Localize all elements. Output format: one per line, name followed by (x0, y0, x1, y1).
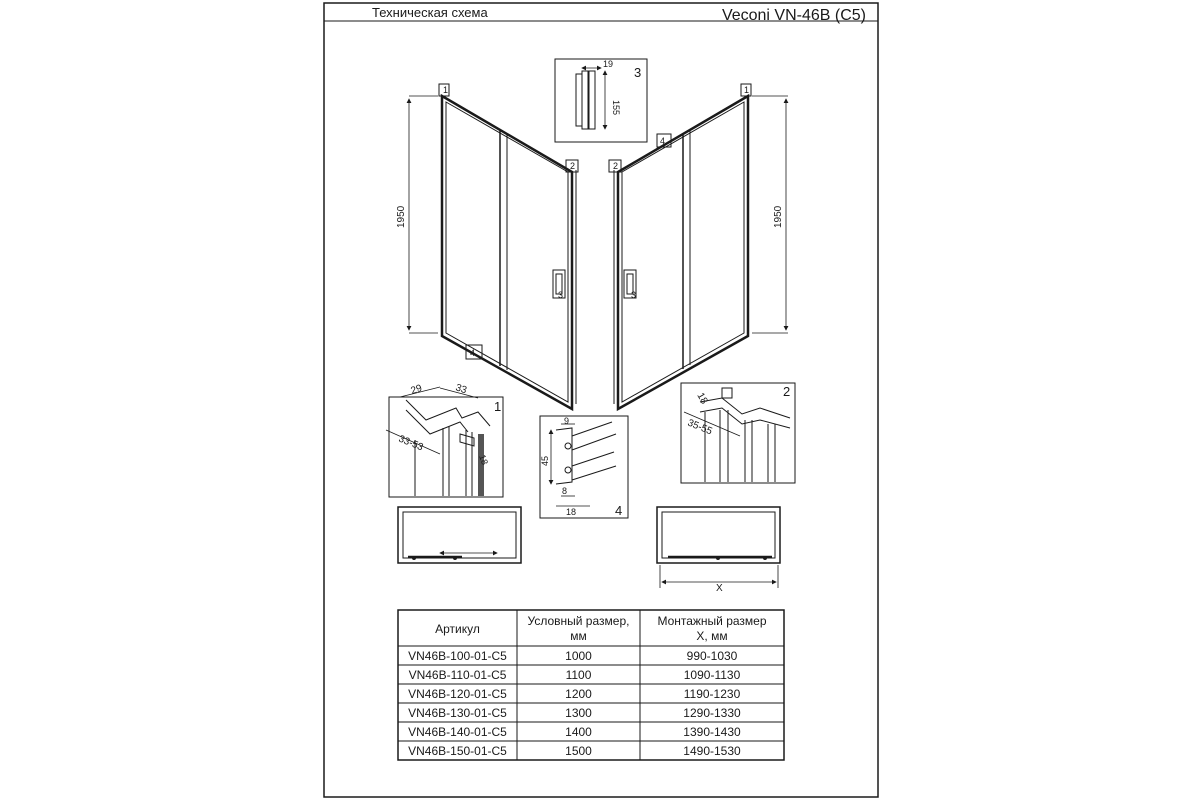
table-header-cell: Монтажный размер (657, 614, 767, 628)
table-cell: 1390-1430 (683, 725, 741, 739)
callout-4-tag-right: 4 (660, 136, 666, 146)
right-wall (609, 84, 791, 409)
install-width-label: X (716, 583, 723, 594)
detail1-dim-29: 29 (409, 382, 424, 397)
handle-height-label: 155 (611, 100, 621, 116)
table-cell: 990-1030 (686, 649, 738, 663)
detail1-dim-18: 18 (477, 453, 490, 467)
header-model: Veconi VN-46B (C5) (721, 7, 866, 24)
left-height-label: 1950 (396, 205, 407, 228)
right-height-label: 1950 (773, 205, 784, 228)
detail2-dim-35-55: 35-55 (685, 417, 714, 438)
table-cell: 1000 (565, 649, 592, 663)
table-cell: 1090-1130 (683, 668, 741, 682)
handle-tag-left: 3 (558, 290, 564, 300)
table-cell: VN46B-110-01-C5 (408, 668, 507, 682)
detail4-dim-18: 18 (566, 507, 577, 517)
callout-2-tag-left: 2 (570, 161, 576, 171)
callout-2-tag-right: 2 (613, 161, 619, 171)
detail-4-roller (540, 416, 628, 518)
detail4-dim-8: 8 (562, 486, 568, 496)
table-header-cell: X, мм (696, 629, 728, 643)
table-cell: 1400 (565, 725, 592, 739)
callout-4-tag-left: 4 (470, 348, 476, 358)
callout-2-number: 2 (783, 384, 791, 399)
handle-tag-right: 3 (631, 290, 637, 300)
plan-view-right (657, 507, 780, 594)
table-cell: VN46B-140-01-C5 (408, 725, 507, 739)
detail-1-profile (386, 382, 503, 497)
table-cell: 1100 (565, 668, 592, 682)
table-header-cell: Артикул (435, 622, 480, 636)
table-cell: 1300 (565, 706, 592, 720)
table-cell: VN46B-150-01-C5 (408, 744, 507, 758)
callout-1-tag-right: 1 (744, 85, 750, 95)
table-cell: 1490-1530 (683, 744, 741, 758)
table-header-cell: Условный размер, (527, 614, 630, 628)
callout-3-number: 3 (634, 65, 642, 80)
detail1-dim-33: 33 (454, 382, 469, 397)
table-header-cell: мм (570, 629, 587, 643)
detail1-dim-33-53: 33-53 (396, 433, 425, 454)
callout-4-number: 4 (615, 503, 623, 518)
handle-width-label: 19 (603, 59, 614, 69)
detail4-dim-45: 45 (540, 455, 550, 466)
table-cell: 1290-1330 (683, 706, 741, 720)
callout-1-number: 1 (494, 399, 502, 414)
left-wall (396, 84, 578, 409)
table-cell: 1200 (565, 687, 592, 701)
header-title: Техническая схема (372, 5, 488, 20)
detail-3-handle (555, 59, 647, 142)
table-cell: 1500 (565, 744, 592, 758)
table-cell: VN46B-100-01-C5 (408, 649, 507, 663)
callout-1-tag-left: 1 (443, 85, 449, 95)
table-cell: 1190-1230 (683, 687, 741, 701)
table-cell: VN46B-120-01-C5 (408, 687, 507, 701)
detail4-dim-9: 9 (564, 416, 570, 426)
plan-view-left (398, 507, 521, 563)
table-cell: VN46B-130-01-C5 (408, 706, 507, 720)
detail2-dim-18: 18 (694, 391, 710, 407)
detail-2-profile (681, 383, 795, 483)
size-table (398, 610, 784, 760)
